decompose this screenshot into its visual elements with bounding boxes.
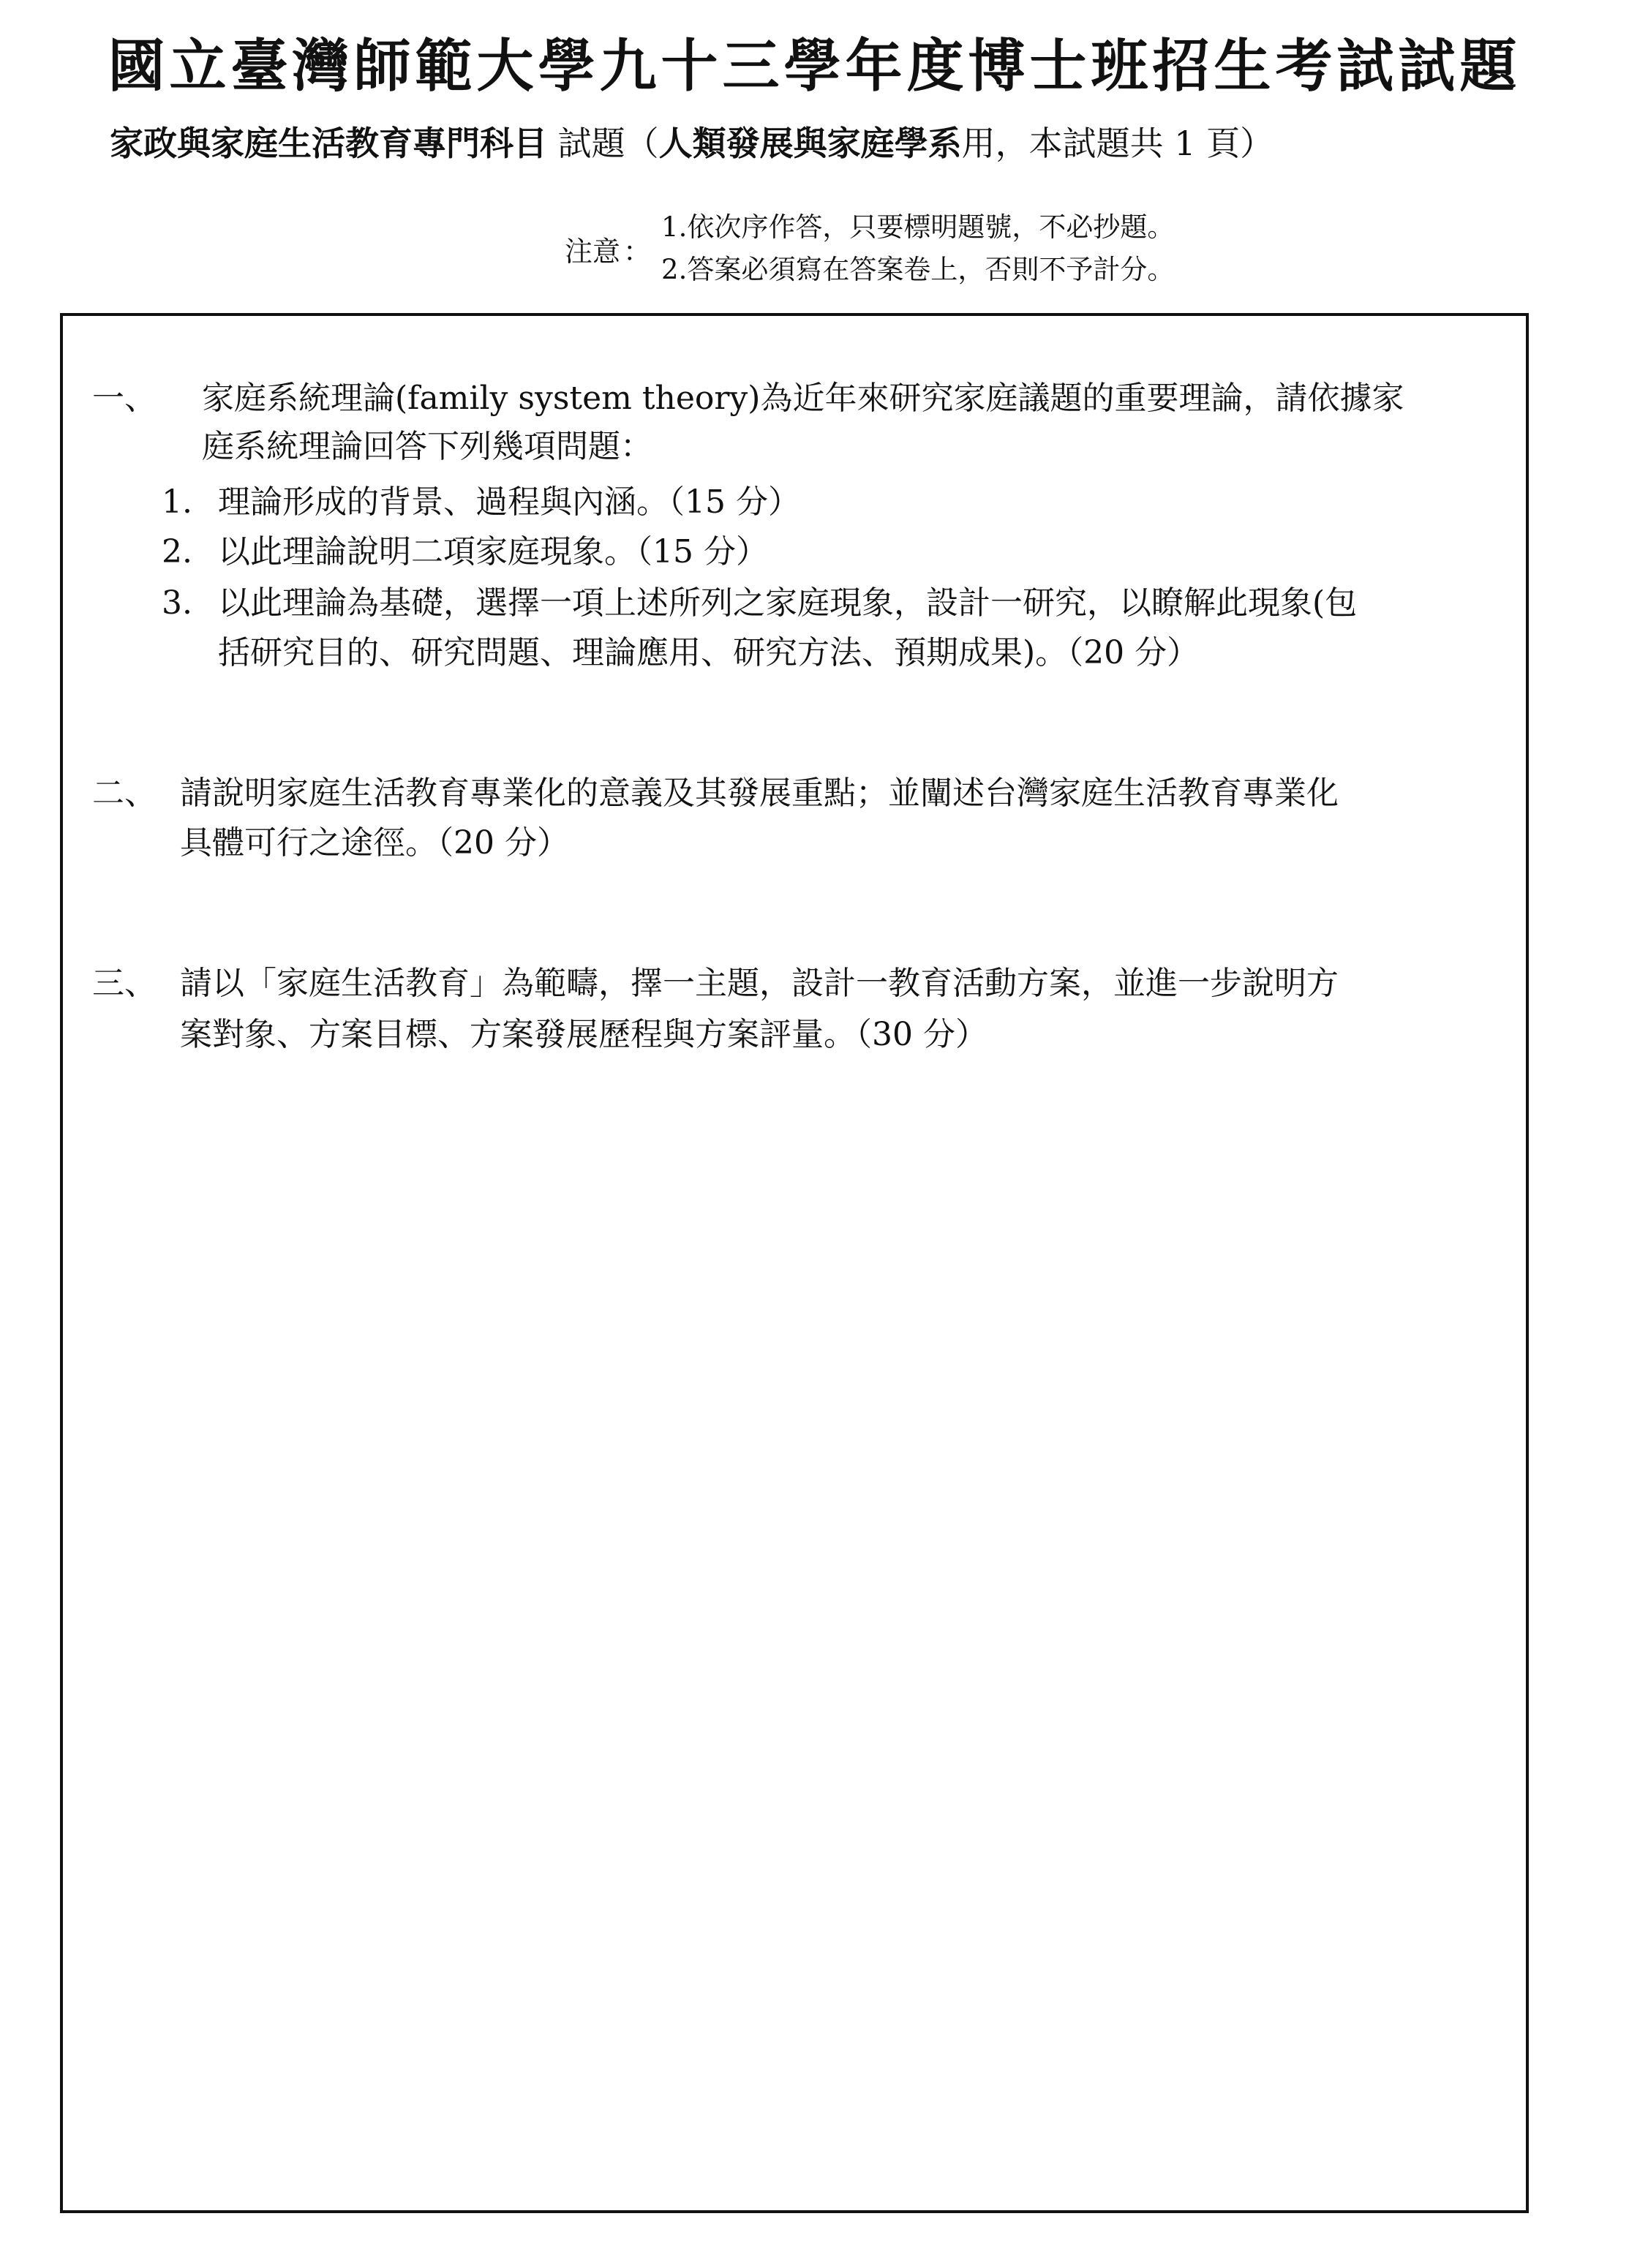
question-text-line: 具體可行之途徑。（20 分）	[180, 824, 569, 862]
department-suffix: 用，本試題共 1 頁）	[961, 124, 1274, 163]
question-number: 三、	[92, 965, 157, 1002]
sub-item-number: 1.	[162, 483, 192, 521]
notes-label: 注意 ：	[565, 235, 652, 268]
question-2	[63, 769, 1526, 886]
question-text-line: 家庭系統理論(family system theory)為近年來研究家庭議題的重要理論，請依據家	[202, 380, 1404, 417]
note-item: 2.答案必須寫在答案卷上，否則不予計分。	[661, 254, 1175, 285]
subject-suffix: 試題（	[547, 124, 659, 163]
note-item: 1.依次序作答，只要標明題號，不必抄題。	[661, 211, 1175, 243]
question-text-line: 庭系統理論回答下列幾項問題：	[202, 428, 652, 465]
question-number: 二、	[92, 775, 157, 812]
question-1	[63, 316, 1526, 682]
exam-subtitle	[110, 117, 1274, 165]
sub-item-text: 理論形成的背景、過程與內涵。（15 分）	[218, 483, 800, 521]
subject-name: 家政與家庭生活教育專門科目	[110, 124, 547, 163]
question-text-line: 請以「家庭生活教育」為範疇，擇一主題，設計一教育活動方案，並進一步說明方	[180, 965, 1339, 1002]
exam-notes	[565, 206, 1174, 291]
sub-item-text: 以此理論為基礎，選擇一項上述所列之家庭現象，設計一研究，以瞭解此現象(包	[218, 584, 1358, 622]
sub-item-number: 3.	[162, 584, 192, 622]
sub-item-number: 2.	[162, 533, 192, 570]
department-name: 人類發展與家庭學系	[658, 124, 962, 163]
sub-item-text: 括研究目的、研究問題、理論應用、研究方法、預期成果)。（20 分）	[218, 634, 1200, 671]
question-box	[60, 313, 1529, 2213]
question-3	[63, 960, 1526, 1077]
question-text-line: 案對象、方案目標、方案發展歷程與方案評量。（30 分）	[180, 1016, 987, 1053]
question-number: 一、	[92, 380, 157, 417]
exam-title: 國立臺灣師範大學九十三學年度博士班招生考試試題	[108, 33, 1521, 99]
question-text-line: 請說明家庭生活教育專業化的意義及其發展重點；並闡述台灣家庭生活教育專業化	[180, 775, 1339, 812]
notes-list	[661, 206, 1174, 291]
sub-item-text: 以此理論說明二項家庭現象。（15 分）	[218, 533, 768, 570]
